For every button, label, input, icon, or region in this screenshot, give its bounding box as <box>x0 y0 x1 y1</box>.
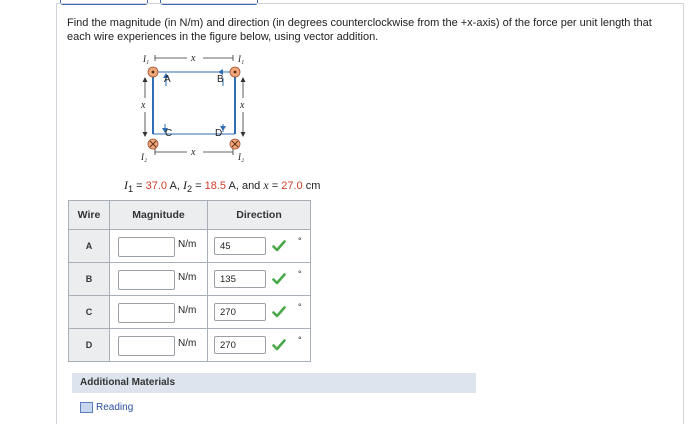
reading-link[interactable]: Reading <box>80 402 133 413</box>
label-i2-left: I₂ <box>141 152 148 162</box>
check-icon <box>272 338 286 352</box>
x-value: 27.0 <box>281 180 303 192</box>
answer-table <box>68 200 311 362</box>
wire-figure <box>125 50 265 170</box>
degree-symbol: ° <box>298 236 302 246</box>
table-row <box>69 230 311 263</box>
header-direction: Direction <box>208 201 311 230</box>
label-x-bottom: x <box>191 147 196 158</box>
header-magnitude: Magnitude <box>110 201 208 230</box>
i1-value: 37.0 <box>145 180 168 192</box>
magnitude-input-c[interactable] <box>118 303 175 323</box>
direction-input-b[interactable]: 135 <box>214 270 266 288</box>
label-i2-right: I₂ <box>238 152 245 162</box>
degree-symbol: ° <box>298 335 302 345</box>
row-label: C <box>69 296 110 329</box>
given-values: $I_1 = 37.0$ A, $I_2 = 18.5$ A, and x = 27.0 cm <box>124 178 321 195</box>
magnitude-input-a[interactable] <box>118 237 175 257</box>
label-x-right: x <box>240 100 245 111</box>
unit-label: N/m <box>178 239 197 250</box>
degree-symbol: ° <box>298 269 302 279</box>
check-icon <box>272 239 286 253</box>
direction-input-d[interactable]: 270 <box>214 336 266 354</box>
label-wire-b: B <box>217 74 224 85</box>
row-label: A <box>69 230 110 263</box>
unit-label: N/m <box>178 338 197 349</box>
label-i1-right: I₁ <box>238 54 245 64</box>
table-row <box>69 263 311 296</box>
header-wire: Wire <box>69 201 110 230</box>
row-label: B <box>69 263 110 296</box>
direction-input-a[interactable]: 45 <box>214 237 266 255</box>
table-row <box>69 329 311 362</box>
label-x-left: x <box>141 100 146 111</box>
magnitude-input-b[interactable] <box>118 270 175 290</box>
check-icon <box>272 272 286 286</box>
unit-label: N/m <box>178 305 197 316</box>
degree-symbol: ° <box>298 302 302 312</box>
additional-materials-header: Additional Materials <box>72 373 476 393</box>
check-icon <box>272 305 286 319</box>
book-icon <box>80 402 93 413</box>
label-wire-a: A <box>164 74 171 85</box>
unit-label: N/m <box>178 272 197 283</box>
label-wire-d: D <box>215 128 223 139</box>
label-i1-left: I₁ <box>143 54 150 64</box>
direction-input-c[interactable]: 270 <box>214 303 266 321</box>
label-wire-c: C <box>165 128 173 139</box>
label-x-top: x <box>191 53 196 64</box>
table-header <box>69 201 311 230</box>
i2-value: 18.5 <box>204 180 227 192</box>
magnitude-input-d[interactable] <box>118 336 175 356</box>
row-label: D <box>69 329 110 362</box>
question-text: Find the magnitude (in N/m) and direction (in degrees counterclockwise from the +x-axis) of the force per unit length that each wire experiences in the figure below, using vector addition. <box>67 17 652 43</box>
table-row <box>69 296 311 329</box>
